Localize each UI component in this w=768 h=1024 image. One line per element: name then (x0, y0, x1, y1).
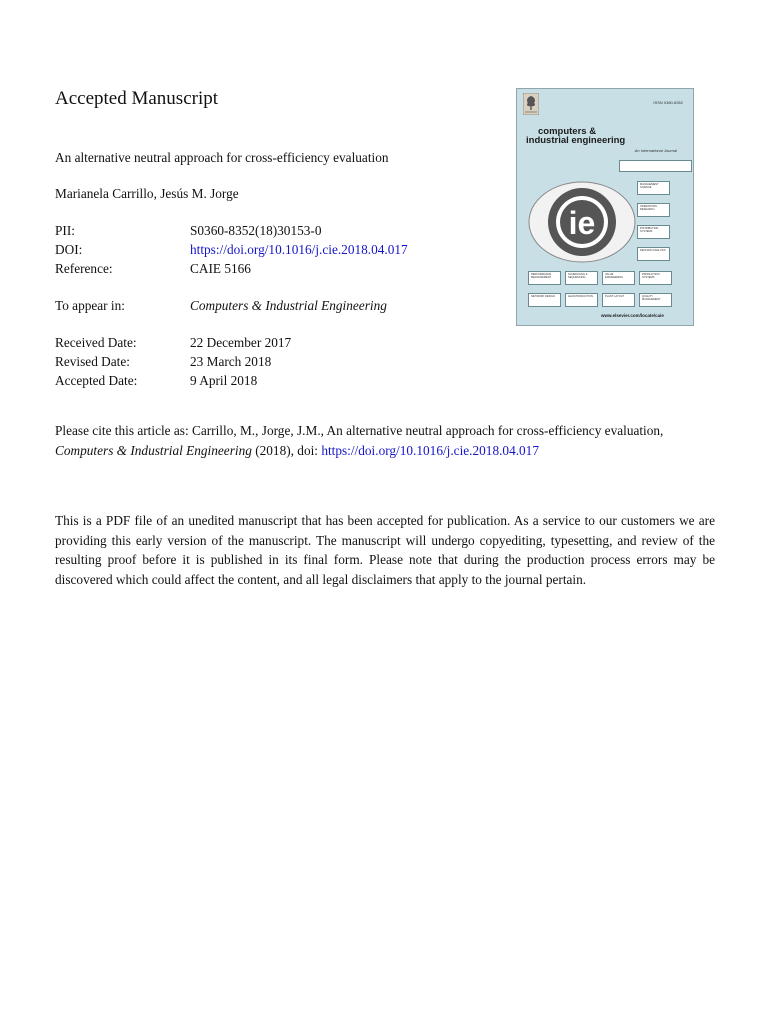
pii-value: S0360-8352(18)30153-0 (190, 223, 322, 238)
journal-cover (516, 88, 694, 326)
cover-title-line1: computers & (538, 126, 597, 137)
cover-issn: ISSN 0360-8352 (653, 100, 683, 105)
cover-topic: SCHEDULING & SEQUENCING (565, 271, 598, 285)
citation-journal: Computers & Industrial Engineering (55, 442, 252, 458)
cover-topic: OPERATIONS RESEARCH (637, 203, 670, 217)
cover-url: www.elsevier.com/locate/caie (601, 313, 664, 318)
elsevier-tree-icon (523, 93, 539, 115)
cover-topic: NETWORK DESIGN (528, 293, 561, 307)
revised-date: 23 March 2018 (190, 354, 272, 369)
pii-label: PII: (55, 223, 75, 238)
reference-label: Reference: (55, 261, 113, 276)
cover-topic: QUALITY MANAGEMENT (639, 293, 672, 307)
notice-paragraph: This is a PDF file of an unedited manuscript that has been accepted for publication. As a service to our customers we are providing this early version of the manuscript. The manuscript will undergo copyediting, typesetting, and review of the resulting proof before it is published in its final form. Please note that during the production process errors may be discovered which could affect the content, and all legal disclaimers that apply to the journal pertain. (55, 513, 715, 587)
ie-logo-text: ie (568, 205, 596, 241)
citation-paragraph (55, 421, 715, 460)
cover-topic: DISTRIBUTION SYSTEMS (637, 225, 670, 239)
cover-title (526, 127, 696, 145)
article-authors: Marianela Carrillo, Jesús M. Jorge (55, 186, 239, 201)
doi-label: DOI: (55, 242, 83, 257)
citation-prefix: Please cite this article as: Carrillo, M., Jorge, J.M., An alternative neutral approach for cross-efficiency evaluation, (55, 423, 664, 438)
cover-topic: LEAN PRODUCTION (565, 293, 598, 307)
cover-topic: PRODUCTION SYSTEMS (639, 271, 672, 285)
cover-topic: PLANT LAYOUT (602, 293, 635, 307)
citation-suffix: (2018), doi: (251, 442, 322, 458)
cover-topic: MANAGEMENT SCIENCE (637, 181, 670, 195)
citation-doi-link[interactable]: https://doi.org/10.1016/j.cie.2018.04.017 (321, 442, 539, 458)
cover-topic: VALUE ENGINEERING (602, 271, 635, 285)
page-title: Accepted Manuscript (55, 88, 219, 109)
doi-link[interactable]: https://doi.org/10.1016/j.cie.2018.04.017 (190, 242, 408, 257)
cover-topic: DECISION ANALYSIS (637, 247, 670, 261)
cover-subtitle: An International Journal (634, 148, 677, 153)
cover-topic: PERFORMANCE MEASUREMENT (528, 271, 561, 285)
accepted-date: 9 April 2018 (190, 373, 258, 388)
article-title: An alternative neutral approach for cross-efficiency evaluation (55, 150, 389, 165)
appear-label: To appear in: (55, 298, 125, 313)
ie-logo-icon (527, 179, 637, 265)
reference-value: CAIE 5166 (190, 261, 251, 276)
cover-info-box (619, 160, 692, 172)
received-date: 22 December 2017 (190, 335, 292, 350)
accepted-label: Accepted Date: (55, 373, 138, 388)
received-label: Received Date: (55, 335, 137, 350)
journal-name: Computers & Industrial Engineering (190, 298, 387, 313)
cover-title-line2: industrial engineering (526, 135, 626, 146)
revised-label: Revised Date: (55, 354, 130, 369)
